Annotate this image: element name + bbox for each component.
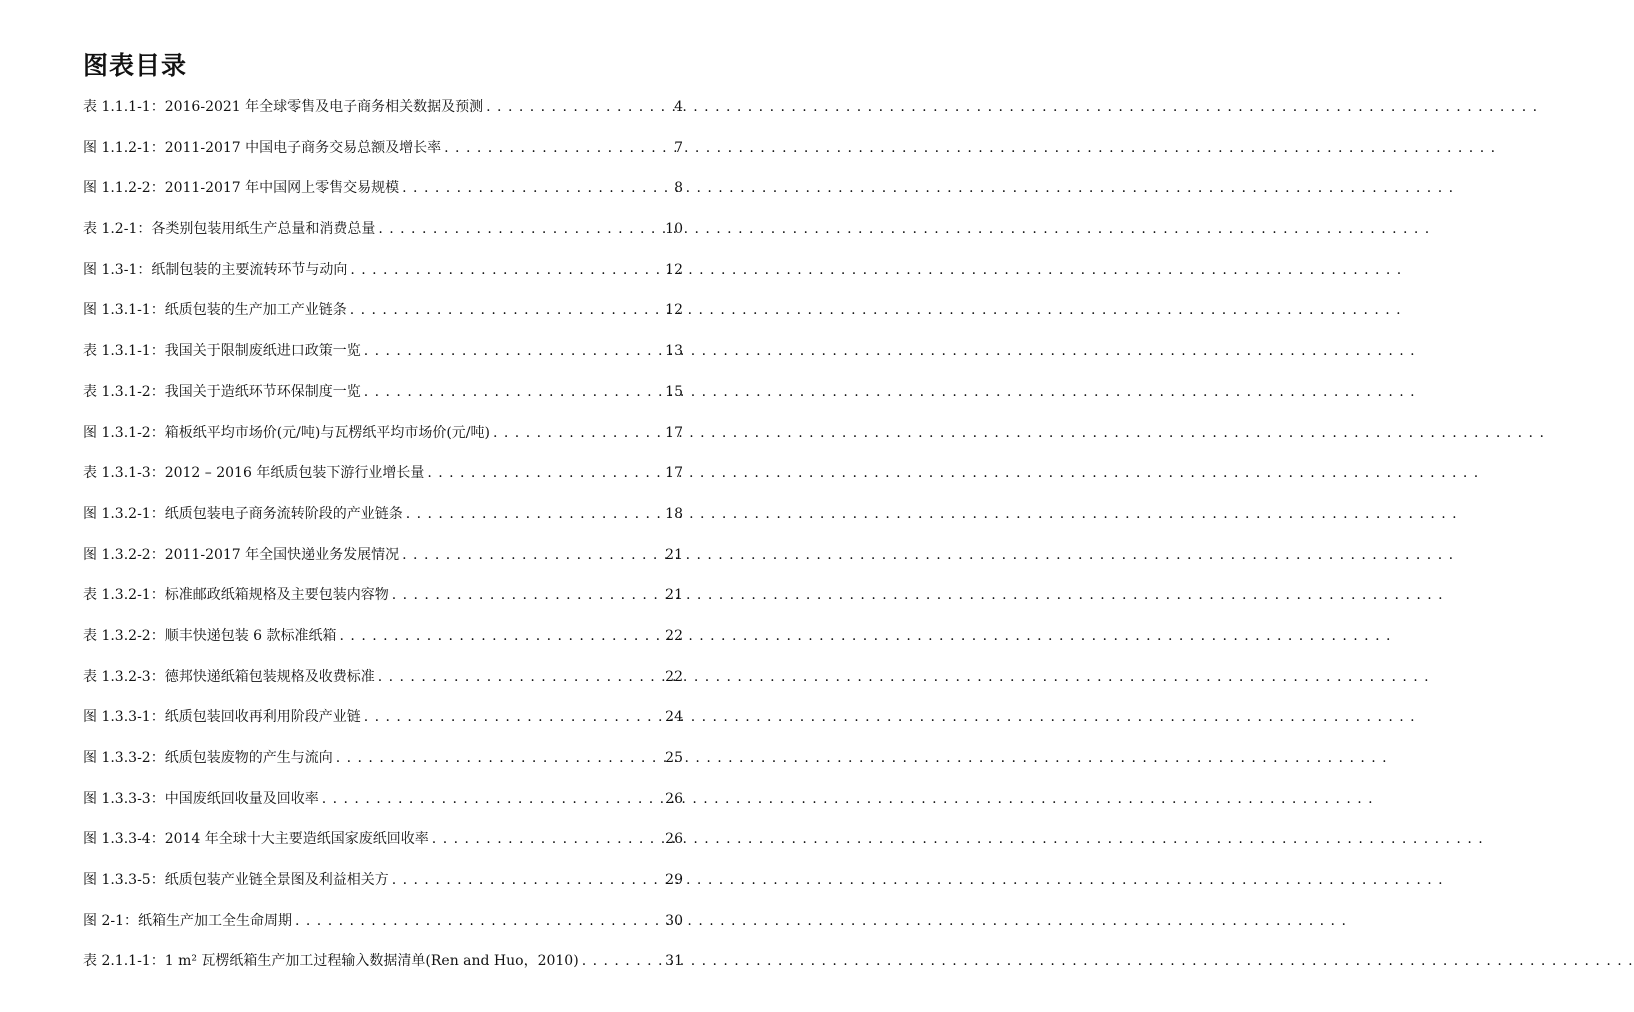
toc-entry-label: 表 1.2-1：各类别包装用纸生产总量和消费总量 [83, 221, 376, 238]
toc-entry-page: 12 [665, 302, 683, 319]
toc-entry-page: 25 [665, 750, 683, 766]
toc-dot-leader [432, 831, 662, 847]
toc-dot-leader [350, 262, 662, 278]
toc-entry[interactable] [83, 706, 683, 747]
toc-entry[interactable] [83, 462, 683, 503]
toc-entry-label: 图 1.1.2-2：2011-2017 年中国网上零售交易规模 [83, 180, 400, 197]
toc-entry[interactable] [83, 747, 683, 788]
toc-entry-page: 31 [665, 953, 683, 970]
toc-entry[interactable] [83, 910, 683, 951]
toc-entry-label: 图 1.3.1-1：纸质包装的生产加工产业链条 [83, 302, 347, 319]
toc-entry-page: 7 [674, 139, 683, 156]
toc-entry[interactable] [83, 503, 683, 544]
toc-entry-label: 图 1.3.1-2：箱板纸平均市场价(元/吨)与瓦楞纸平均市场价(元/吨) [83, 424, 490, 441]
toc-entry[interactable] [83, 666, 683, 707]
toc-entry-page: 13 [665, 343, 683, 360]
toc-entry[interactable] [83, 869, 683, 910]
toc-dot-leader [295, 913, 662, 929]
toc-entry-page: 22 [665, 668, 683, 685]
toc-entry-page: 22 [665, 627, 683, 644]
toc-entry-label: 图 1.3.3-2：纸质包装废物的产生与流向 [83, 750, 333, 766]
toc-entry[interactable] [83, 137, 683, 178]
toc-entry-label: 表 1.3.2-2：顺丰快递包装 6 款标准纸箱 [83, 627, 337, 644]
toc-dot-leader [406, 506, 662, 522]
toc-entry-page: 8 [674, 180, 683, 197]
toc-dot-leader [364, 384, 662, 400]
toc-entry-label: 表 1.3.2-1：标准邮政纸箱规格及主要包装内容物 [83, 587, 389, 604]
toc-entry-label: 图 1.3-1：纸制包装的主要流转环节与动向 [83, 261, 348, 278]
toc-entry-page: 17 [665, 424, 683, 441]
toc-entry-page: 15 [665, 383, 683, 400]
toc-entry-page: 21 [665, 587, 683, 604]
toc-entry[interactable] [83, 96, 683, 137]
toc-dot-leader [378, 221, 662, 237]
toc-dot-leader [582, 953, 662, 969]
toc-dot-leader [340, 628, 663, 644]
toc-dot-leader [364, 343, 662, 359]
toc-dot-leader [336, 750, 662, 766]
toc-entry[interactable] [83, 381, 683, 422]
toc-entry-label: 图 1.3.2-1：纸质包装电子商务流转阶段的产业链条 [83, 505, 403, 522]
toc-entry-page: 21 [665, 546, 683, 563]
toc-dot-leader [350, 302, 662, 318]
toc-entry-page: 12 [665, 261, 683, 278]
toc-entry-label: 图 1.3.3-4：2014 年全球十大主要造纸国家废纸回收率 [83, 831, 429, 848]
toc-entry-page: 29 [665, 872, 683, 889]
toc-entry[interactable] [83, 584, 683, 625]
toc-entry[interactable] [83, 177, 683, 218]
toc-entry-label: 图 1.3.3-5：纸质包装产业链全景图及利益相关方 [83, 872, 389, 889]
toc-entry-label: 表 2.1.1-1：1 m² 瓦楞纸箱生产加工过程输入数据清单(Ren and Huo，2010) [83, 953, 579, 970]
toc-dot-leader [444, 140, 671, 156]
toc-entry-page: 24 [665, 709, 683, 726]
toc-entry-label: 图 1.3.3-3：中国废纸回收量及回收率 [83, 790, 319, 807]
toc-entry[interactable] [83, 544, 683, 585]
toc-dot-leader [378, 669, 662, 685]
toc-entry-label: 表 1.1.1-1：2016-2021 年全球零售及电子商务相关数据及预测 [83, 99, 484, 115]
toc-entry-label: 图 1.1.2-1：2011-2017 中国电子商务交易总额及增长率 [83, 139, 442, 156]
page-title: 图表目录 [83, 51, 188, 80]
toc-dot-leader [486, 99, 671, 115]
toc-dot-leader [402, 180, 671, 196]
toc-entry[interactable] [83, 299, 683, 340]
toc-entry[interactable] [83, 218, 683, 259]
toc-entry-page: 18 [665, 505, 683, 522]
toc-entry[interactable] [83, 259, 683, 300]
toc-dot-leader [322, 791, 662, 807]
toc-entry[interactable] [83, 788, 683, 829]
toc-entry-label: 表 1.3.1-2：我国关于造纸环节环保制度一览 [83, 383, 361, 400]
toc-entry-label: 图 1.3.3-1：纸质包装回收再利用阶段产业链 [83, 709, 361, 726]
toc-entry[interactable] [83, 625, 683, 666]
toc-dot-leader [427, 465, 662, 481]
toc-entry-page: 26 [665, 790, 683, 807]
toc-entry-label: 图 1.3.2-2：2011-2017 年全国快递业务发展情况 [83, 546, 400, 563]
toc-dot-leader [364, 709, 662, 725]
toc-entry-page: 26 [665, 831, 683, 848]
toc-dot-leader [402, 547, 662, 563]
toc-entry[interactable] [83, 422, 683, 463]
toc-entry-label: 图 2-1：纸箱生产加工全生命周期 [83, 912, 292, 929]
toc-entry-label: 表 1.3.1-3：2012 – 2016 年纸质包装下游行业增长量 [83, 465, 425, 482]
document-page [0, 0, 755, 1012]
toc-list [83, 96, 683, 991]
toc-entry-label: 表 1.3.1-1：我国关于限制废纸进口政策一览 [83, 343, 361, 360]
toc-entry[interactable] [83, 340, 683, 381]
toc-entry-page: 30 [665, 912, 683, 929]
toc-entry[interactable] [83, 828, 683, 869]
toc-entry-label: 表 1.3.2-3：德邦快递纸箱包装规格及收费标准 [83, 668, 375, 685]
toc-entry-page: 4 [674, 99, 683, 115]
toc-dot-leader [392, 587, 662, 603]
toc-dot-leader [493, 425, 662, 441]
toc-entry[interactable] [83, 950, 683, 991]
toc-entry-page: 17 [665, 465, 683, 482]
toc-entry-page: 10 [665, 221, 683, 238]
toc-dot-leader [392, 872, 662, 888]
